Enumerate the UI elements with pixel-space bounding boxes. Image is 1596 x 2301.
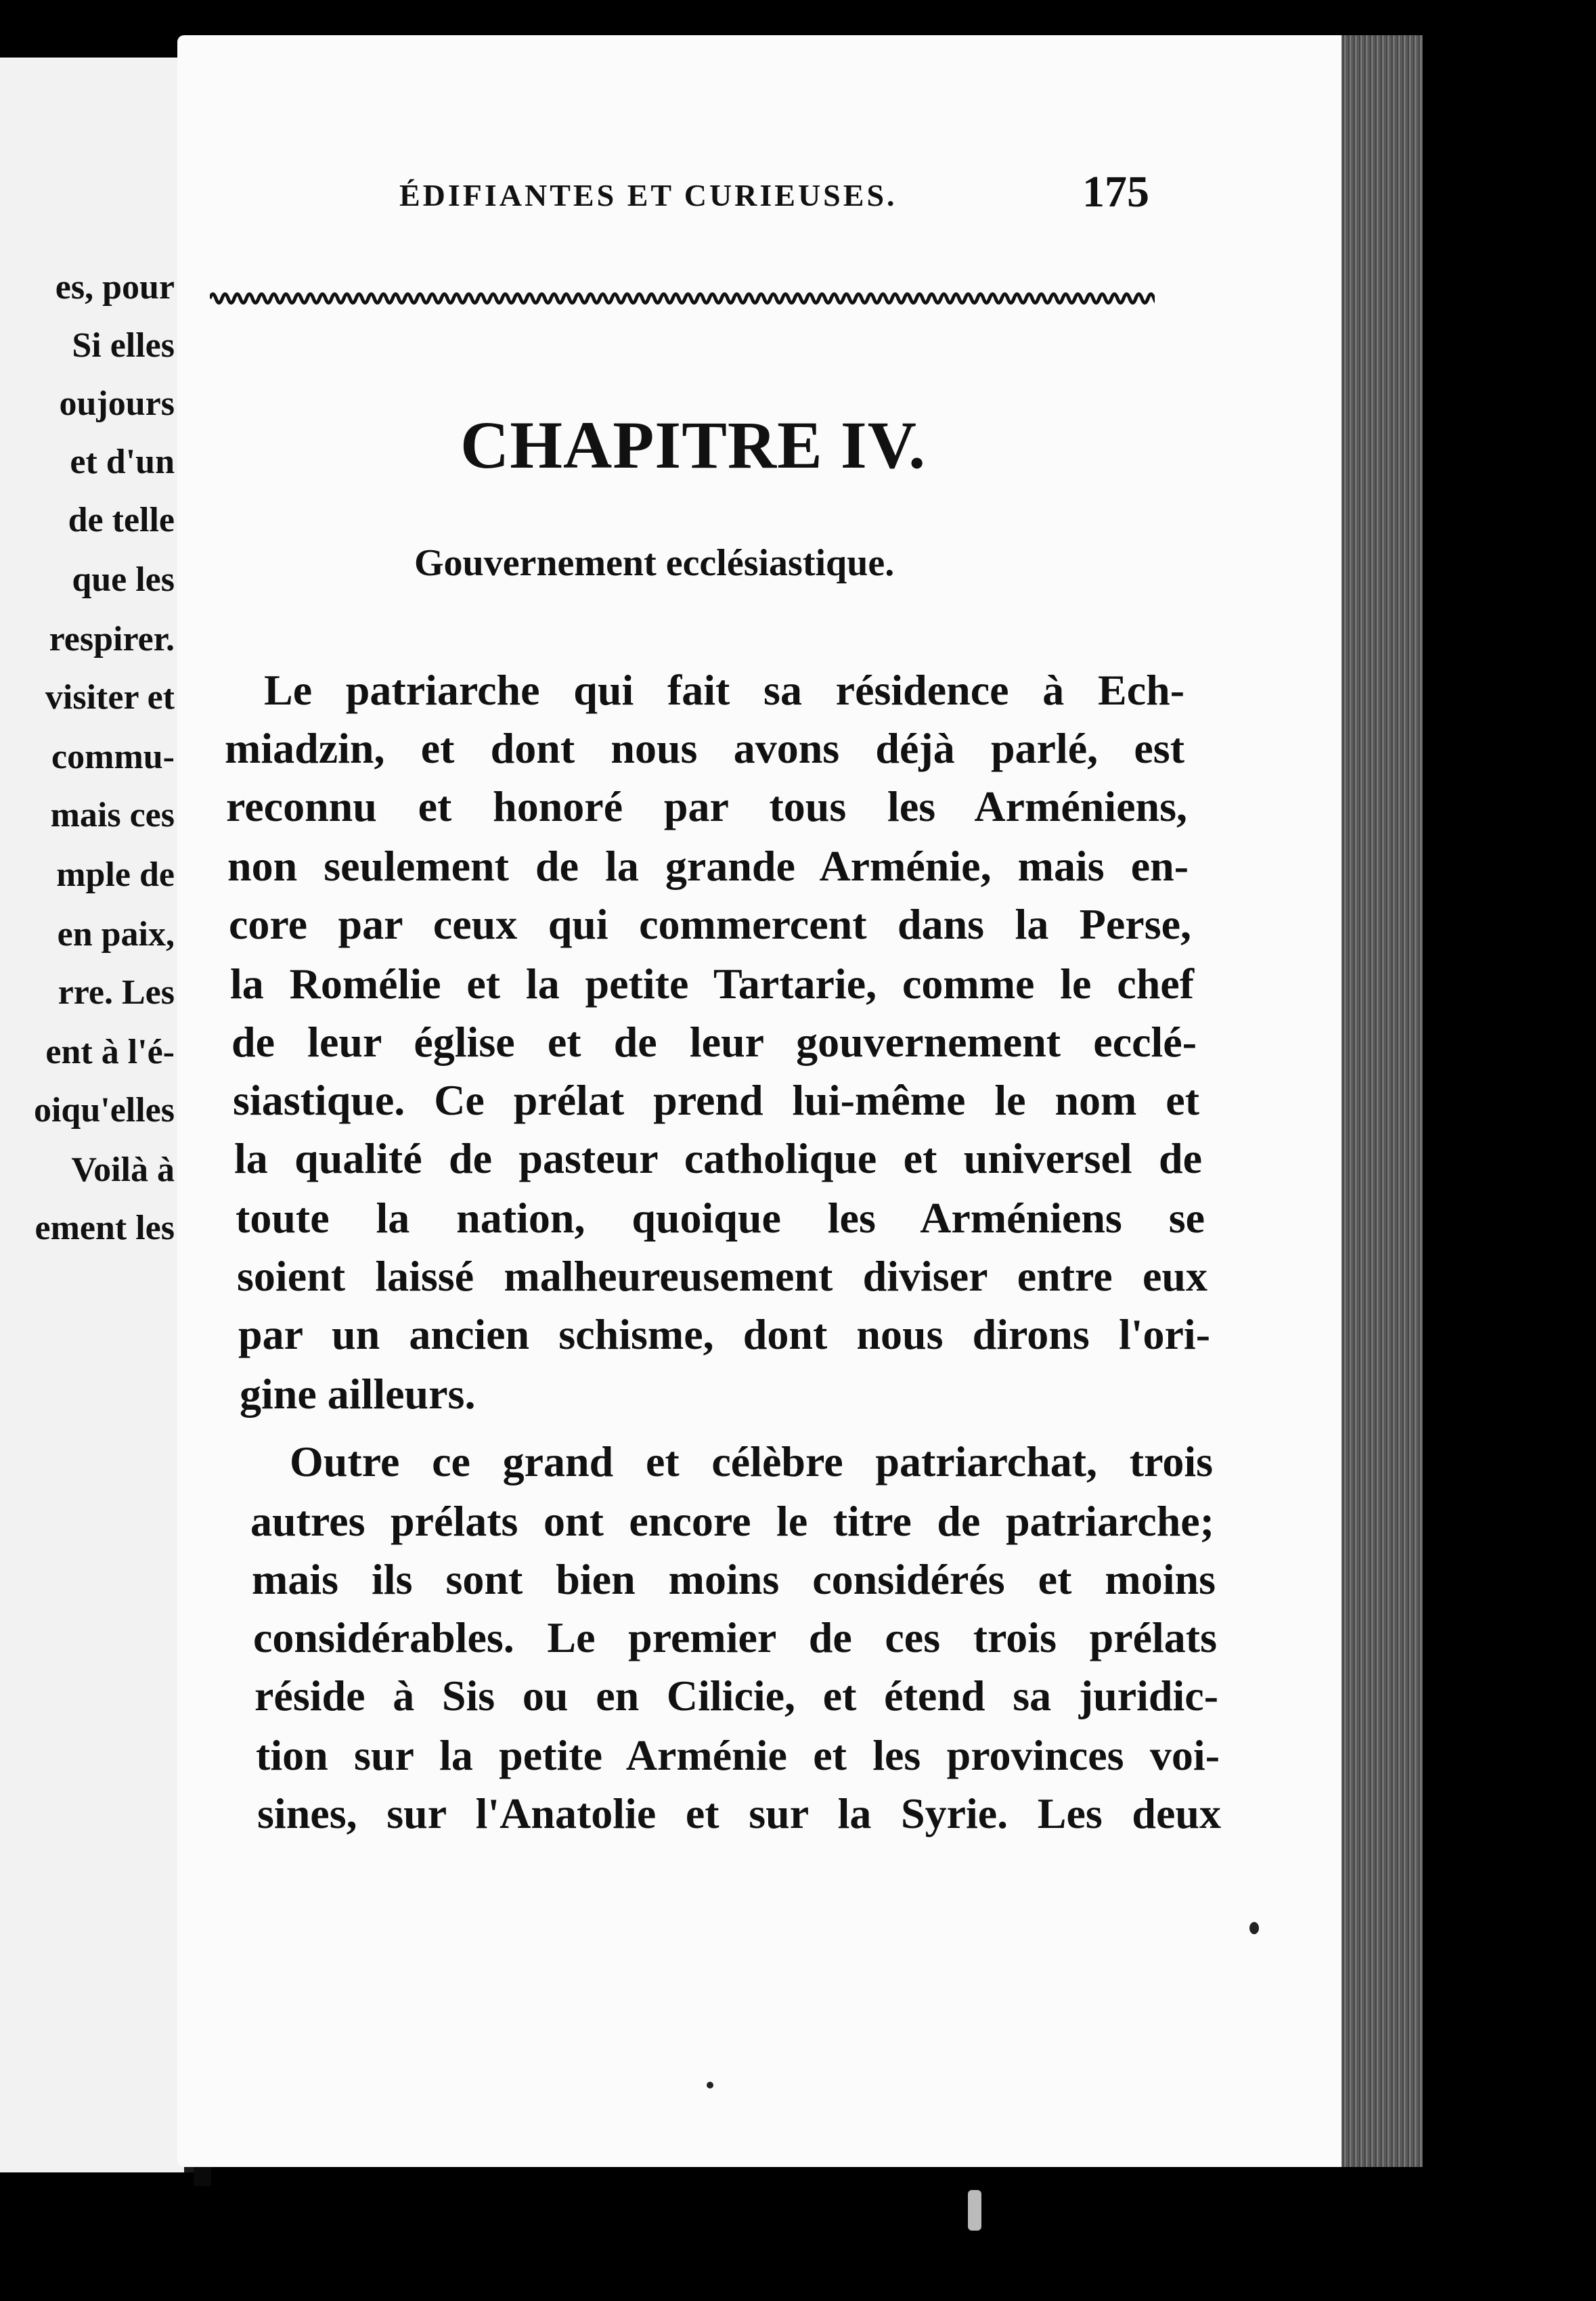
body-line: réside à Sis ou en Cilicie, et étend sa juridic- — [254, 1672, 1218, 1720]
previous-page-line: en paix, — [57, 915, 175, 954]
previous-page-fragment — [0, 58, 194, 2172]
body-line: de leur église et de leur gouvernement ecclé- — [231, 1018, 1197, 1066]
body-line: miadzin, et dont nous avons déjà parlé, est — [225, 724, 1184, 772]
previous-page-line: Si elles — [72, 326, 175, 365]
page-edge-shadow — [1342, 35, 1423, 2167]
body-line: reconnu et honoré par tous les Arméniens, — [226, 782, 1187, 830]
chapter-subtitle: Gouvernement ecclésiastique. — [414, 542, 895, 584]
running-head-title: ÉDIFIANTES ET CURIEUSES. — [399, 178, 897, 213]
previous-page-line: rre. Les — [58, 973, 175, 1012]
ink-speck — [707, 2082, 713, 2088]
previous-page-line: oujours — [59, 384, 175, 423]
ink-speck — [1249, 1922, 1259, 1934]
previous-page-line: ement les — [35, 1209, 175, 1247]
chapter-title: CHAPITRE IV. — [460, 407, 927, 483]
previous-page-line: oiqu'elles — [33, 1091, 175, 1130]
body-line: considérables. Le premier de ces trois prélats — [253, 1613, 1217, 1661]
previous-page-line: visiter et — [45, 678, 175, 717]
body-line: tion sur la petite Arménie et les provinces voi- — [256, 1731, 1220, 1779]
previous-page-line: commu- — [51, 738, 175, 776]
body-line: Outre ce grand et célèbre patriarchat, trois — [290, 1437, 1213, 1485]
previous-page-line: es, pour — [55, 268, 175, 307]
body-line: la qualité de pasteur catholique et universel de — [234, 1134, 1202, 1182]
previous-page-line: de telle — [68, 501, 175, 539]
running-head — [223, 167, 1171, 225]
page-number: 175 — [1082, 167, 1149, 217]
body-line: non seulement de la grande Arménie, mais en- — [227, 842, 1189, 890]
body-line: core par ceux qui commercent dans la Perse, — [229, 900, 1191, 948]
wavy-ornament-rule — [210, 287, 1155, 310]
previous-page-line: ent à l'é- — [45, 1033, 175, 1071]
previous-page-line: mais ces — [50, 796, 175, 834]
previous-page-line: que les — [72, 560, 175, 599]
body-line: sines, sur l'Anatolie et sur la Syrie. Les deux — [257, 1789, 1221, 1837]
body-line: autres prélats ont encore le titre de patriarche; — [250, 1497, 1214, 1545]
body-line: la Romélie et la petite Tartarie, comme le chef — [230, 960, 1194, 1008]
previous-page-line: mple de — [56, 855, 175, 894]
body-line: mais ils sont bien moins considérés et moins — [252, 1555, 1216, 1603]
body-line: Le patriarche qui fait sa résidence à Ech- — [264, 666, 1184, 714]
previous-page-line: Voilà à — [71, 1150, 175, 1189]
body-line: toute la nation, quoique les Arméniens se — [236, 1194, 1205, 1242]
body-line: gine ailleurs. — [240, 1370, 476, 1418]
body-line: soient laissé malheureusement diviser entre eux — [237, 1252, 1207, 1300]
body-line: par un ancien schisme, dont nous dirons l'ori- — [238, 1310, 1210, 1358]
body-line: siastique. Ce prélat prend lui-même le nom et — [233, 1076, 1199, 1124]
ink-speck — [968, 2190, 981, 2231]
previous-page-line: respirer. — [49, 620, 175, 658]
previous-page-line: et d'un — [70, 443, 175, 481]
